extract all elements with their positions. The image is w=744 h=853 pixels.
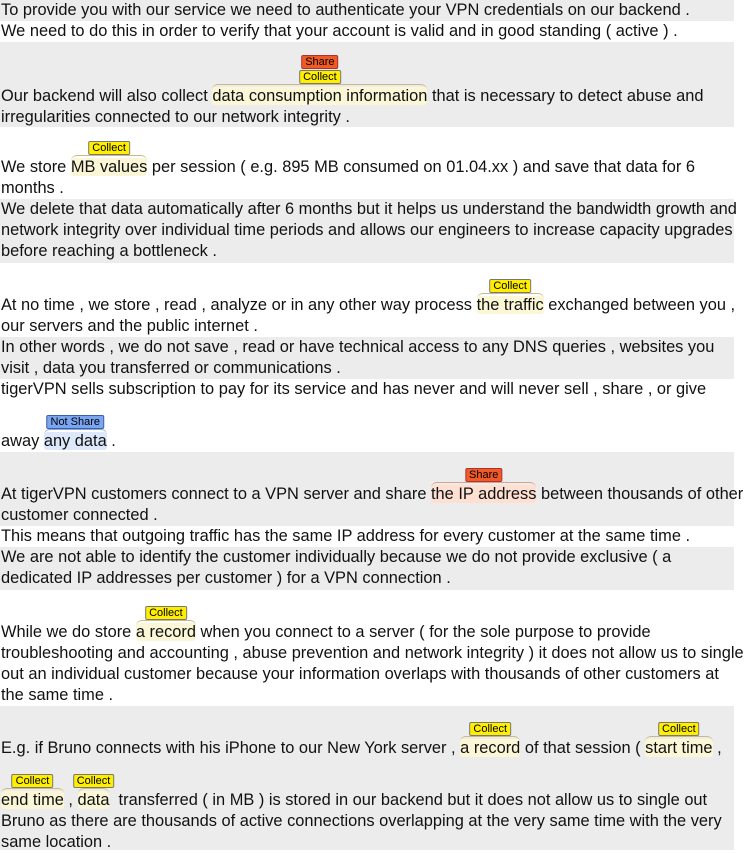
text-segment: months . xyxy=(1,179,64,197)
annotation-tags xyxy=(88,141,130,155)
text-segment: exchanged between you , xyxy=(543,296,736,314)
paragraph xyxy=(0,590,744,706)
text-segment: same location . xyxy=(1,833,112,851)
collect-tag[interactable]: Collect xyxy=(73,774,115,788)
text-segment: before reaching a bottleneck . xyxy=(1,242,217,260)
text-line xyxy=(1,664,734,685)
highlighted-text: data consumption information xyxy=(212,87,428,105)
text-segment: dedicated IP addresses per customer ) for a VPN connection . xyxy=(1,569,451,587)
annotated-phrase[interactable] xyxy=(43,416,107,452)
annotated-phrase[interactable] xyxy=(645,723,713,759)
text-segment: the same time . xyxy=(1,686,114,704)
collect-tag[interactable]: Collect xyxy=(145,606,187,620)
text-line xyxy=(1,0,734,21)
share-tag[interactable]: Share xyxy=(301,55,338,69)
text-line xyxy=(1,643,744,664)
annotated-phrase[interactable] xyxy=(460,723,521,759)
paragraph xyxy=(0,526,734,547)
collect-tag[interactable]: Collect xyxy=(12,774,54,788)
text-line xyxy=(1,607,734,643)
text-line xyxy=(1,178,734,199)
text-line xyxy=(1,21,734,42)
highlighted-text: the IP address xyxy=(431,485,537,503)
annotation-tags xyxy=(47,415,105,429)
text-segment: when you connect to a server ( for the sole purpose to provide xyxy=(195,623,651,641)
paragraph xyxy=(0,199,737,263)
text-segment: visit , data you transferred or communications . xyxy=(1,359,341,377)
text-line xyxy=(1,526,734,547)
paragraph xyxy=(0,337,734,379)
collect-tag[interactable]: Collect xyxy=(299,70,341,84)
text-segment: of that session ( xyxy=(520,739,646,757)
text-line xyxy=(1,220,734,241)
annotated-phrase[interactable] xyxy=(76,775,111,811)
text-line xyxy=(1,142,734,178)
text-segment: To provide you with our service we need to authenticate your VPN credentials on our backend . xyxy=(1,1,690,19)
text-segment: , xyxy=(712,739,722,757)
text-segment: We delete that data automatically after 6 months but it helps us understand the bandwidth growth and xyxy=(1,200,737,218)
paragraph xyxy=(0,42,734,127)
text-segment: This means that outgoing traffic has the same IP address for every customer at the same time . xyxy=(1,527,691,545)
text-segment: . xyxy=(106,432,116,450)
text-line xyxy=(1,416,734,452)
text-line xyxy=(1,469,744,505)
highlighted-text: the traffic xyxy=(476,296,544,314)
text-line xyxy=(1,358,734,379)
text-line xyxy=(1,832,734,853)
annotation-tags xyxy=(489,279,531,293)
text-line xyxy=(1,568,734,589)
collect-tag[interactable]: Collect xyxy=(658,722,700,736)
annotated-phrase[interactable] xyxy=(212,56,428,107)
paragraph xyxy=(0,127,734,199)
text-line xyxy=(1,723,734,759)
paragraph xyxy=(0,452,744,526)
text-segment: Our backend will also collect xyxy=(1,87,213,105)
text-segment: network integrity over individual time periods and allows our engineers to increase capacity upgrades xyxy=(1,221,733,239)
highlighted-text: start time xyxy=(645,739,713,757)
text-segment: transferred ( in MB ) is stored in our backend but it does not allow us to single out xyxy=(109,791,708,809)
text-line xyxy=(1,337,734,358)
text-line xyxy=(1,316,734,337)
annotated-phrase[interactable] xyxy=(135,607,196,643)
text-line xyxy=(1,547,734,568)
paragraph xyxy=(0,263,734,337)
text-line xyxy=(1,280,736,316)
annotated-phrase[interactable] xyxy=(1,775,64,811)
text-line xyxy=(1,505,734,526)
text-segment: tigerVPN sells subscription to pay for its service and has never and will never sell , share , or give xyxy=(1,380,707,398)
text-segment: While we do store xyxy=(1,623,136,641)
text-line xyxy=(1,107,734,128)
text-segment: E.g. if Bruno connects with his iPhone to our New York server , xyxy=(1,739,461,757)
collect-tag[interactable]: Collect xyxy=(88,141,130,155)
share-tag[interactable]: Share xyxy=(465,468,502,482)
text-segment: At no time , we store , read , analyze or in any other way process xyxy=(1,296,477,314)
text-segment: troubleshooting and accounting , abuse prevention and network integrity ) it does not allow us to single xyxy=(1,644,744,662)
text-segment: , xyxy=(63,791,78,809)
annotated-phrase[interactable] xyxy=(70,142,148,178)
annotated-phrase[interactable] xyxy=(476,280,544,316)
text-segment: In other words , we do not save , read or have technical access to any DNS queries , websites you xyxy=(1,338,715,356)
highlighted-text: a record xyxy=(135,623,196,641)
text-segment: We need to do this in order to verify that your account is valid and in good standing ( active ) . xyxy=(1,22,678,40)
text-line xyxy=(1,775,734,811)
text-segment: irregularities connected to our network integrity . xyxy=(1,108,350,126)
collect-tag[interactable]: Collect xyxy=(489,279,531,293)
highlighted-text: any data xyxy=(43,432,107,450)
text-segment: customer connected . xyxy=(1,506,158,524)
text-segment: We store xyxy=(1,158,71,176)
paragraph xyxy=(0,706,734,850)
notshare-tag[interactable]: Not Share xyxy=(47,415,105,429)
highlighted-text: data xyxy=(77,791,110,809)
paragraph xyxy=(0,547,734,590)
text-line xyxy=(1,685,734,706)
paragraph xyxy=(0,21,734,42)
annotation-tags xyxy=(299,55,341,84)
text-line xyxy=(1,379,734,400)
text-segment: At tigerVPN customers connect to a VPN server and share xyxy=(1,485,431,503)
annotation-tags xyxy=(658,722,700,736)
highlighted-text: end time xyxy=(1,791,64,809)
text-line xyxy=(1,241,734,262)
text-line xyxy=(1,56,734,107)
text-segment: between thousands of other xyxy=(536,485,744,503)
annotation-tags xyxy=(465,468,502,482)
text-segment: that is necessary to detect abuse and xyxy=(427,87,704,105)
text-segment: out an individual customer because your information overlaps with thousands of other customers at xyxy=(1,665,719,683)
text-segment: away xyxy=(1,432,44,450)
text-segment: We are not able to identify the customer individually because we do not provide exclusive ( a xyxy=(1,548,672,566)
text-segment: Bruno as there are thousands of active connections overlapping at the very same time with the very xyxy=(1,812,722,830)
annotation-tags xyxy=(73,774,115,788)
annotation-tags xyxy=(145,606,187,620)
paragraph xyxy=(0,0,734,21)
text-line xyxy=(1,199,737,220)
text-segment: per session ( e.g. 895 MB consumed on 01.04.xx ) and save that data for 6 xyxy=(147,158,695,176)
highlighted-text: MB values xyxy=(70,158,148,176)
annotation-tags xyxy=(469,722,511,736)
text-segment: our servers and the public internet . xyxy=(1,317,258,335)
paragraph xyxy=(0,379,734,452)
annotated-phrase[interactable] xyxy=(431,469,537,505)
annotation-tags xyxy=(12,774,54,788)
highlighted-text: a record xyxy=(460,739,521,757)
collect-tag[interactable]: Collect xyxy=(469,722,511,736)
text-line xyxy=(1,811,734,832)
